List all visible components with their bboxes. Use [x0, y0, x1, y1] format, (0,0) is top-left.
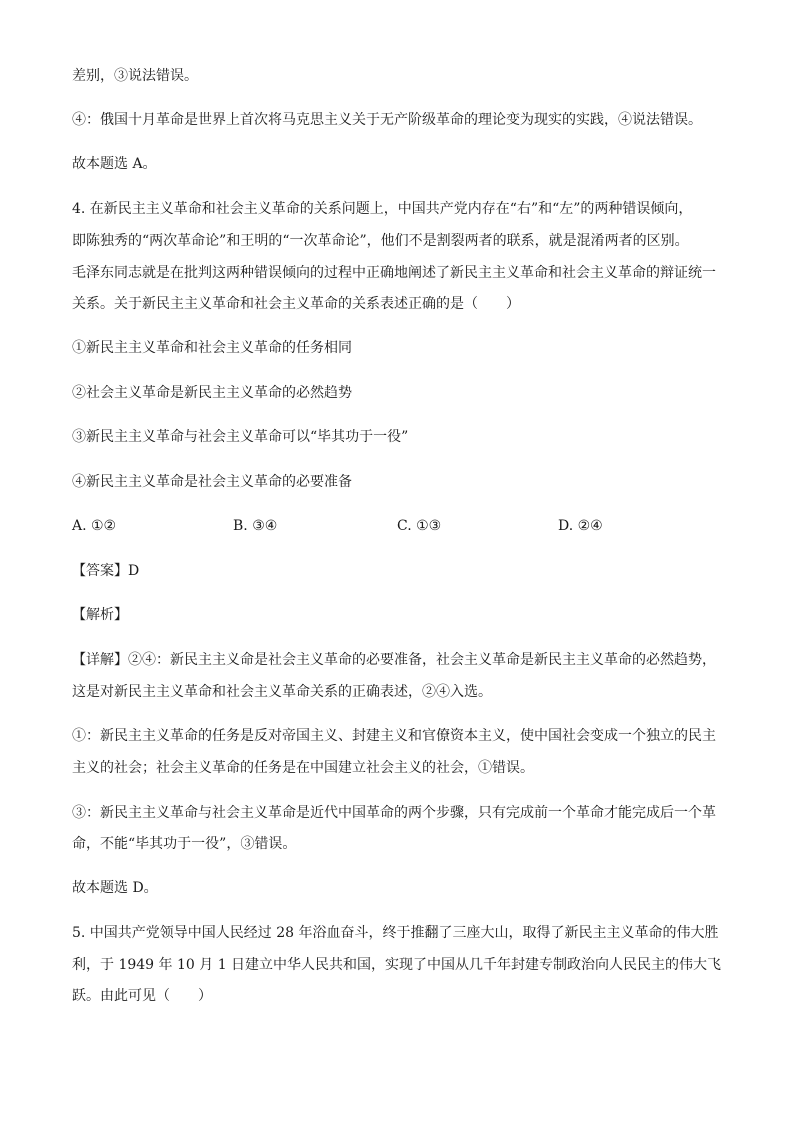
- statement-3: ③新民主主义革命与社会主义革命可以“毕其功于一役”: [72, 429, 409, 445]
- previous-answer-continuation: 差别，③说法错误。: [72, 68, 198, 84]
- question-5-stem-line-3: 跃。由此可见（ ）: [72, 988, 212, 1004]
- previous-explanation-item-4: ④：俄国十月革命是世界上首次将马克思主义关于无产阶级革命的理论变为现实的实践，④说法错误。: [72, 112, 702, 128]
- detail-text-1: ②④：新民主主义命是社会主义革命的必要准备，社会主义革命是新民主主义革命的必然趋势，: [128, 652, 716, 668]
- explanation-1-line-2: 主义的社会；社会主义革命的任务是在中国建立社会主义的社会，①错误。: [72, 760, 534, 776]
- analysis-tag: [72, 605, 722, 625]
- detail-tag: 【详解】: [72, 652, 128, 668]
- option-a: A. ①②: [72, 518, 117, 534]
- option-b: B. ③④: [233, 518, 278, 534]
- question-4-stem-line-4: 关系。关于新民主主义革命和社会主义革命的关系表述正确的是（ ）: [72, 296, 520, 312]
- analysis-tag-text: 【解析】: [72, 607, 128, 623]
- statement-2: ②社会主义革命是新民主主义革命的必然趋势: [72, 385, 352, 401]
- option-c: C. ①③: [397, 518, 442, 534]
- question-4-stem-line-1: 4. 在新民主主义革命和社会主义革命的关系问题上，中国共产党内存在“右”和“左”的两种错误倾向，: [72, 201, 693, 217]
- detail-line-2: 这是对新民主主义革命和社会主义革命关系的正确表述，②④入选。: [72, 684, 492, 700]
- question-5-stem-line-2: 利，于 1949 年 10 月 1 日建立中华人民共和国，实现了中国从几千年封建专制政治向人民民主的伟大飞: [72, 957, 722, 973]
- explanation-3-line-1: ③：新民主主义革命与社会主义革命是近代中国革命的两个步骤，只有完成前一个革命才能完成后一个革: [72, 805, 716, 821]
- answer-line: [72, 561, 722, 581]
- answer-tag: 【答案】: [72, 563, 128, 579]
- question-5-stem-line-1: 5. 中国共产党领导中国人民经过 28 年浴血奋斗，终于推翻了三座大山，取得了新民主主义革命的伟大胜: [72, 925, 719, 941]
- explanation-3-line-2: 命，不能“毕其功于一役”，③错误。: [72, 836, 297, 852]
- question-4-conclusion: 故本题选 D。: [72, 880, 158, 896]
- statement-4: ④新民主主义革命是社会主义革命的必要准备: [72, 474, 352, 490]
- previous-conclusion: 故本题选 A。: [72, 156, 157, 172]
- statement-1: ①新民主主义革命和社会主义革命的任务相同: [72, 340, 352, 356]
- answer-value: D: [128, 563, 140, 579]
- question-4-stem-line-2: 即陈独秀的“两次革命论”和王明的“一次革命论”，他们不是割裂两者的联系，就是混淆两者的区别。: [72, 233, 689, 249]
- option-d: D. ②④: [558, 518, 603, 534]
- detail-line-1: [72, 650, 722, 670]
- explanation-1-line-1: ①：新民主主义革命的任务是反对帝国主义、封建主义和官僚资本主义，使中国社会变成一个独立的民主: [72, 728, 716, 744]
- question-4-stem-line-3: 毛泽东同志就是在批判这两种错误倾向的过程中正确地阐述了新民主主义革命和社会主义革命的辩证统一: [72, 265, 716, 281]
